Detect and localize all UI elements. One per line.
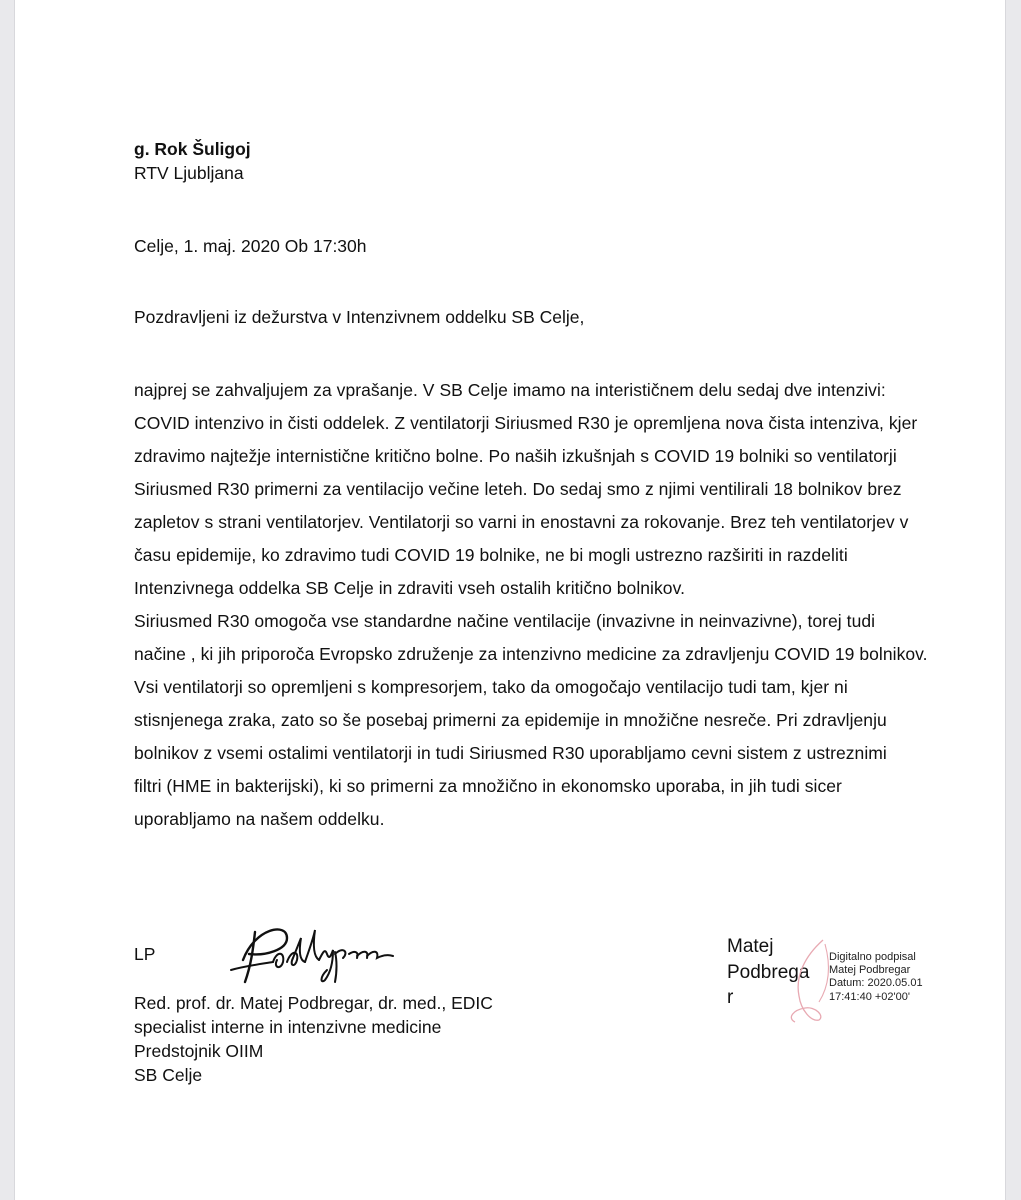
signatory-title: specialist interne in intenzivne medicine — [134, 1017, 442, 1037]
body-line: COVID intenzivo in čisti oddelek. Z ventilatorji Siriusmed R30 je opremljena nova čista intenziva, kjer — [134, 413, 918, 433]
body-line: najprej se zahvaljujem za vprašanje. V SB Celje imamo na interističnem delu sedaj dve intenzivi: — [134, 380, 886, 400]
signatory-institution: SB Celje — [134, 1065, 203, 1085]
body-line: uporabljamo na našem oddelku. — [134, 809, 385, 829]
digital-name-line: r — [727, 987, 734, 1009]
body-line: zapletov s strani ventilatorjev. Ventilatorji so varni in enostavni za rokovanje. Brez teh ventilatorjev v — [134, 512, 909, 532]
handwritten-signature — [225, 920, 425, 990]
digital-info-line: Datum: 2020.05.01 — [829, 977, 923, 990]
digital-signature-mark-icon — [775, 936, 835, 1026]
recipient-name: g. Rok Šuligoj — [134, 139, 251, 159]
body-line: načine , ki jih priporoča Evropsko združenje za intenzivno medicine za zdravljenju COVID 19 bolnikov. — [134, 644, 928, 664]
body-line: bolnikov z vsemi ostalimi ventilatorji in tudi Siriusmed R30 uporabljamo cevni sistem z ustreznimi — [134, 743, 887, 763]
greeting: Pozdravljeni iz dežurstva v Intenzivnem oddelku SB Celje, — [134, 307, 585, 327]
body-line: Siriusmed R30 primerni za ventilacijo večine leteh. Do sedaj smo z njimi ventilirali 18 bolnikov brez — [134, 479, 902, 499]
body-line: stisnjenega zraka, zato so še posebaj primerni za epidemije in množične nesreče. Pri zdravljenju — [134, 710, 887, 730]
digital-name-line: Podbrega — [727, 961, 810, 983]
digital-signature-info — [829, 951, 923, 1004]
body-line: času epidemije, ko zdravimo tudi COVID 19 bolnike, ne bi mogli ustrezno razširiti in razdeliti — [134, 545, 848, 565]
body-line: filtri (HME in bakterijski), ki so primerni za množično in ekonomsko uporaba, in jih tudi sicer — [134, 776, 842, 796]
digital-info-line: Matej Podbregar — [829, 964, 911, 977]
body-line: Siriusmed R30 omogoča vse standardne načine ventilacije (invazivne in neinvazivne), torej tudi — [134, 611, 876, 631]
body-line: Vsi ventilatorji so opremljeni s kompresorjem, tako da omogočajo ventilacijo tudi tam, kjer ni — [134, 677, 848, 697]
body-line: zdravimo najtežje internistične kritično bolne. Po naših izkušnjah s COVID 19 bolniki so ventilatorji — [134, 446, 897, 466]
signatory-name: Red. prof. dr. Matej Podbregar, dr. med., EDIC — [134, 993, 493, 1013]
body-line: Intenzivnega oddelka SB Celje in zdraviti vseh ostalih kritično bolnikov. — [134, 578, 685, 598]
recipient-organization: RTV Ljubljana — [134, 163, 244, 183]
digital-name-line: Matej — [727, 936, 774, 957]
digital-info-line: 17:41:40 +02'00' — [829, 990, 910, 1003]
signatory-position: Predstojnik OIIM — [134, 1041, 264, 1061]
date-line: Celje, 1. maj. 2020 Ob 17:30h — [134, 236, 367, 256]
closing: LP — [134, 944, 156, 964]
letter-page — [14, 0, 1006, 1200]
digital-info-line: Digitalno podpisal — [829, 951, 916, 963]
